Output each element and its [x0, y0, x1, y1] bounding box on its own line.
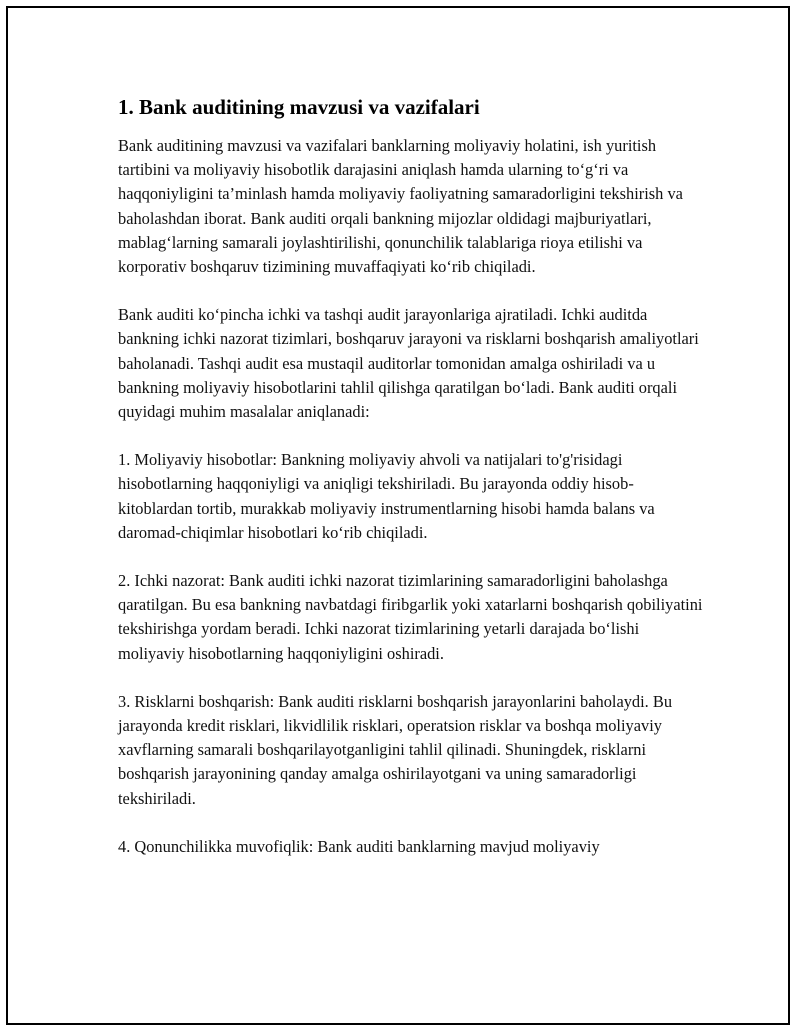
document-body	[118, 93, 703, 883]
paragraph-intro: Bank auditining mavzusi va vazifalari banklarning moliyaviy holatini, ish yuritish tartibini va moliyaviy hisobotlik darajasini aniqlash hamda ularning to‘g‘ri va haqqoniyligini ta’minlash hamda moliyaviy faoliyatning samaradorligini tekshirish va baholashdan iborat. Bank auditi orqali bankning mijozlar oldidagi majburiyatlari, mablag‘larning samarali joylashtirilishi, qonunchilik talablariga rioya etilishi va korporativ boshqaruv tizimining muvaffaqiyati ko‘rib chiqiladi.	[118, 136, 683, 277]
paragraph-audit-types: Bank auditi ko‘pincha ichki va tashqi audit jarayonlariga ajratiladi. Ichki auditda bankning ichki nazorat tizimlari, boshqaruv jarayoni va risklarni boshqarish amaliyotlari baholanadi. Tashqi audit esa mustaqil auditorlar tomonidan amalga oshiriladi va u bankning moliyaviy hisobotlarini tahlil qilishga qaratilgan bo‘ladi. Bank auditi orqali quyidagi muhim masalalar aniqlanadi:	[118, 305, 699, 422]
paragraph-compliance: 4. Qonunchilikka muvofiqlik: Bank auditi banklarning mavjud moliyaviy	[118, 836, 600, 856]
paragraph-financial-reports: 1. Moliyaviy hisobotlar: Bankning moliyaviy ahvoli va natijalari to'g'risidagi hisobotlarning haqqoniyligi va aniqligi tekshiriladi. Bu jarayonda oddiy hisob-kitoblardan tortib, murakkab moliyaviy instrumentlarning hisobi hamda balans va daromad-chiqimlar hisobotlari ko‘rib chiqiladi.	[118, 450, 655, 542]
paragraph-internal-control: 2. Ichki nazorat: Bank auditi ichki nazorat tizimlarining samaradorligini baholashga qaratilgan. Bu esa bankning navbatdagi firibgarlik yoki xatarlarni boshqarish qobiliyatini tekshirishga yordam beradi. Ichki nazorat tizimlarining yetarli darajada bo‘lishi moliyaviy hisobotlarning haqqoniyligini oshiradi.	[118, 571, 703, 663]
paragraph-risk-management: 3. Risklarni boshqarish: Bank auditi risklarni boshqarish jarayonlarini baholaydi. Bu jarayonda kredit risklari, likvidlilik risklari, operatsion risklar va boshqa moliyaviy xavflarning samarali boshqarilayotganligini tahlil qilinadi. Shuningdek, risklarni boshqarish jarayonining qanday amalga oshirilayotgani va uning samaradorligi tekshiriladi.	[118, 691, 673, 808]
section-heading: 1. Bank auditining mavzusi va vazifalari	[118, 95, 480, 119]
